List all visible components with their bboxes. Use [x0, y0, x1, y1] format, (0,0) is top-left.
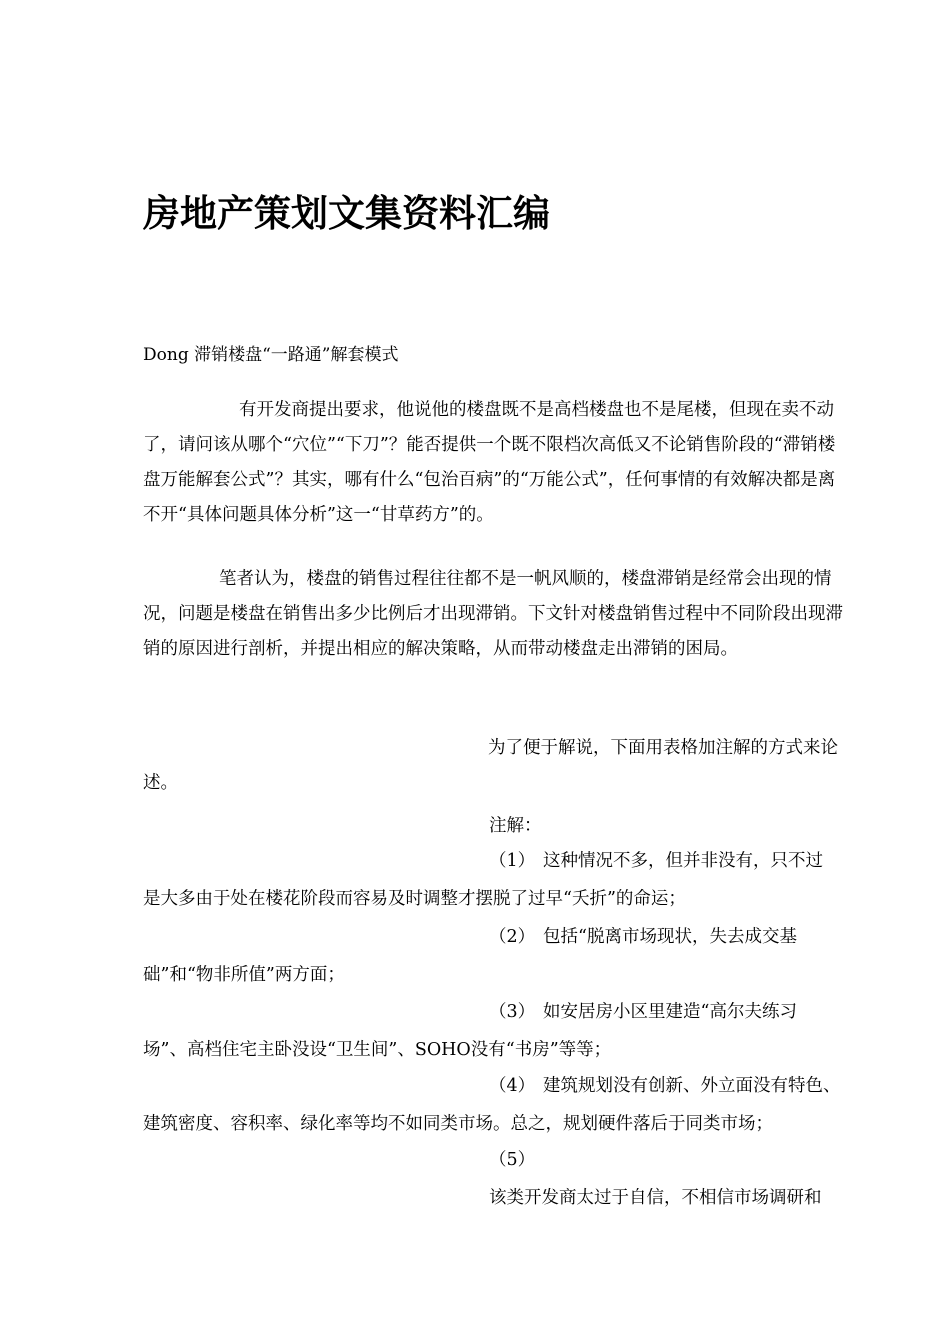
note-text: 如安居房小区里建造“高尔夫练习: [543, 1002, 797, 1022]
note-2: [143, 918, 848, 994]
section-heading: Dong 滞销楼盘“一路通”解套模式: [143, 345, 399, 365]
note-continuation: 场”、高档住宅主卧没设“卫生间”、SOHO没有“书房”等等；: [143, 1040, 612, 1060]
note-continuation: 建筑密度、容积率、绿化率等均不如同类市场。总之，规划硬件落后于同类市场；: [143, 1114, 773, 1134]
note-1: [143, 842, 848, 918]
paragraph-3: 为了便于解说，下面用表格加注解的方式来论述。: [143, 738, 838, 793]
document-title: 房地产策划文集资料汇编: [143, 192, 550, 235]
note-continuation: 是大多由于处在楼花阶段而容易及时调整才摆脱了过早“夭折”的命运；: [143, 889, 686, 909]
note-text: 包括“脱离市场现状，失去成交基: [543, 927, 797, 947]
note-4: [143, 1067, 848, 1143]
note-text: 这种情况不多，但并非没有，只不过: [543, 851, 823, 871]
note-number: （2）: [489, 927, 536, 947]
note-continuation: 础”和“物非所值”两方面；: [143, 965, 345, 985]
paragraph-1: 有开发商提出要求，他说他的楼盘既不是高档楼盘也不是尾楼，但现在卖不动了，请问该从哪个“穴位”“下刀”？能否提供一个既不限档次高低又不论销售阶段的“滞销楼盘万能解套公式”？其实，哪有什么“包治百病”的“万能公式”，任何事情的有效解决都是离不开“具体问题具体分析”这一“甘草药方”的。: [143, 400, 836, 525]
note-number: （1）: [489, 851, 536, 871]
note-number: （4）: [489, 1076, 536, 1096]
note-number: （3）: [489, 1002, 536, 1022]
paragraph-2: 笔者认为，楼盘的销售过程往往都不是一帆风顺的，楼盘滞销是经常会出现的情况，问题是楼盘在销售出多少比例后才出现滞销。下文针对楼盘销售过程中不同阶段出现滞销的原因进行剖析，并提出相应的解决策略，从而带动楼盘走出滞销的困局。: [143, 569, 843, 659]
note-text: 建筑规划没有创新、外立面没有特色、: [543, 1076, 841, 1096]
trailing-line: 该类开发商太过于自信，不相信市场调研和: [489, 1188, 822, 1208]
note-5-number: （5）: [489, 1150, 536, 1170]
notes-label: 注解：: [489, 816, 542, 836]
note-3: [143, 993, 848, 1069]
